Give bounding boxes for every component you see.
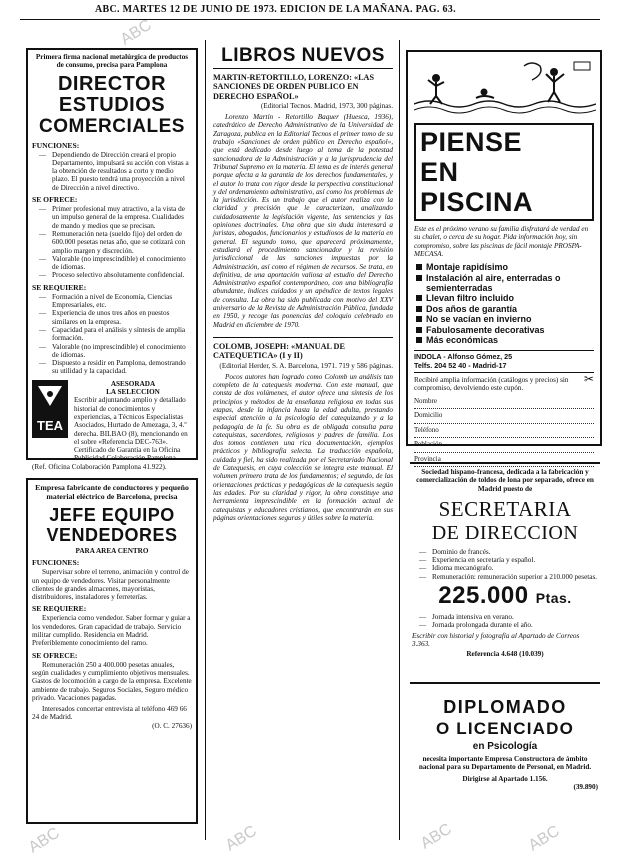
ad-piscina <box>406 50 602 463</box>
ad-jefe-equipo <box>26 478 198 824</box>
ofrece-label: SE OFRECE: <box>32 195 78 205</box>
list-item: — Remuneración neta (sueldo fijo) del orden de 600.000 pesetas netas año, que se cotizará con amplio margen y discreción. <box>52 230 192 255</box>
coupon-form <box>414 395 594 468</box>
book-1-review: Lorenzo Martín - Retortillo Baquer (Huesca, 1936), catedrático de Derecho Administrativo de la Universidad de Zaragoza, publica en la Editorial Tecnos el primer tomo de su trabajo «Sanciones de orden público en Derecho español», que está dedicado desde luego al tema de la potestad sancionadora de la Administración y a la jurisprudencia del Tribunal Supremo en la materia. El tema es de interés general porque afecta a la garantía de los derechos fundamentales, y el autor lo trata con rigor desde la perspectiva constitucional y del ordenamiento administrativo, así como los problemas de la jurisdicción. Es un trabajo que el autor realiza con la claridad y precisión que le caracterizan, analizando cuidadosamente la legislación vigente, las sentencias y las opiniones doctrinales. Una obra que sin duda interesará a juristas, abogados, funcionarios y estudiosos de la materia en general. El segundo tomo, que aparecerá próximamente, estudiará el procedimiento sancionador y la revisión jurisdiccional de las sanciones impuestas por la Administración, así como el régimen de recursos. Se trata, en definitiva, de una aportación valiosa al estudio del Derecho Administrativo español contemporáneo, con una bibliografía abundante, índices cuidados y un apéndice de textos legales de consulta. La obra ha sido publicada con motivo del XXV aniversario de la Revista de Administración Pública, fundada en 1950, y recoge las ponencias del coloquio celebrado en Madrid en diciembre de 1970. <box>213 113 393 329</box>
subject: en Psicología <box>472 741 538 752</box>
ofrece-text: Remuneración 250 a 400.000 pesetas anuales, según cualidades y cumplimiento objetivos mensuales. Gastos de locomoción a cargo de la empresa. Excelente ambiente de trabajo. Seguros Sociales, Seguro médico privado. Vacaciones pagadas. <box>32 660 192 702</box>
list-item: Llevan filtro incluido <box>426 293 594 303</box>
asesora-firm: LA SELECCION <box>106 388 160 397</box>
list-item: No se vacían en invierno <box>426 314 594 324</box>
ad-title-line-2: O LICENCIADO <box>435 719 575 738</box>
contact-text: Interesados concertar entrevista al teléfono 469 66 24 de Madrid. <box>32 705 187 722</box>
zone-label: PARA AREA CENTRO <box>75 547 149 555</box>
company-info <box>414 350 594 373</box>
company-phones: Telfs. 204 52 40 - Madrid-17 <box>414 360 507 370</box>
funciones-text: Supervisar sobre el terreno, animación y control de un equipo de vendedores. Visitar personalmente clientes de grandes almacenes, mayoristas, distribuidores, instaladores y ferreterías. <box>32 568 189 602</box>
funciones-label: FUNCIONES: <box>32 140 80 150</box>
ad-reference: (Ref. Oficina Colaboración Pamplona 41.922). <box>32 462 167 471</box>
coupon-field-nombre[interactable]: Nombre <box>414 395 594 410</box>
ad-director-estudios <box>26 48 198 471</box>
watermark: ABC <box>222 822 260 855</box>
list-item: — Jornada intensiva en verano. <box>432 613 598 621</box>
watermark: ABC <box>25 824 63 857</box>
list-item: — Remuneración: remuneración superior a 210.000 pesetas. <box>432 573 598 581</box>
book-1-publisher: (Editorial Tecnos. Madrid, 1973, 300 páginas. <box>260 101 393 110</box>
list-item: — Formación a nivel de Economía, Ciencias Empresariales, etc. <box>52 293 192 310</box>
ad-intro: Sociedad hispano-francesa, dedicada a la fabricación y comercialización de toldos de lona por separado, ofrece en Madrid puesto de <box>416 468 594 493</box>
list-item: — Idioma mecanógrafo. <box>432 564 598 572</box>
tea-logo-icon <box>32 380 68 438</box>
ad-diplomado <box>410 694 600 824</box>
list-item: Fabulosamente decorativas <box>426 325 594 335</box>
list-item: — Capacidad para el análisis y síntesis de amplia formación. <box>52 326 192 343</box>
section-title: LIBROS NUEVOS <box>213 44 393 69</box>
contact-text: Escribir adjuntando amplio y detallado historial de conocimientos y experiencias, a Técnicos Especialistas Asociados, Hurtado de Amezaga, 3, 4.º derecha. BILBAO (8), mencionando en el sobre «Referencia DEC-763». Certificado de Garantía en la Oficina Publicidad Colaboración Pamplona. <box>74 396 188 463</box>
salary-unit: Ptas. <box>535 590 572 607</box>
ad-intro: Primera firma nacional metalúrgica de productos de consumo, precisa para Pamplona <box>35 53 189 70</box>
company-name: INDOLA - Alfonso Gómez, 25 <box>414 352 513 362</box>
features-list <box>414 262 594 345</box>
ad-secretaria <box>410 462 600 684</box>
swimming-illustration <box>414 56 596 114</box>
ad-reference: Referencia 4.648 (10.039) <box>466 650 544 659</box>
coupon-intro: Recibiré amplia información (catálogos y precios) sin compromiso, devolviendo este cupón. <box>414 376 569 393</box>
watermark: ABC <box>525 822 563 855</box>
column-rule-2 <box>399 40 400 840</box>
ad-intro: Este es el próximo verano su familia disfrutará de verdad en su chalet, o cerca de su hogar. Pida información hoy, sin compromiso, sobre las piscinas de fácil montaje PROSPA-MECASA. <box>414 225 589 258</box>
book-1-title: MARTIN-RETORTILLO, LORENZO: «LAS SANCIONES DE ORDEN PUBLICO EN DERECHO ESPAÑOL» <box>213 73 375 101</box>
ofrece-label: SE OFRECE: <box>32 650 78 660</box>
list-item: — Dominio de francés. <box>432 548 598 556</box>
watermark: ABC <box>417 820 455 853</box>
coupon-field-poblacion[interactable]: Población <box>414 438 594 453</box>
requiere-list <box>32 293 192 376</box>
requiere-label: SE REQUIERE: <box>32 604 87 614</box>
running-head: ABC. MARTES 12 DE JUNIO DE 1973. EDICION DE LA MAÑANA. PAG. 63. <box>95 4 456 15</box>
coupon-field-telefono[interactable]: Teléfono <box>414 424 594 439</box>
funciones-list <box>32 151 192 192</box>
book-2-title: COLOMB, JOSEPH: «MANUAL DE CATEQUETICA» (I y II) <box>213 341 345 361</box>
list-item: — Experiencia de unos tres años en puestos similares en la empresa. <box>52 309 192 326</box>
ad-body: necesita importante Empresa Constructora de ámbito nacional para su Departamento de Personal, en Madrid. <box>418 755 592 772</box>
list-item: — Jornada prolongada durante el año. <box>432 621 598 629</box>
ad-title-line-1: JEFE EQUIPO <box>49 505 175 525</box>
requiere-text: Experiencia como vendedor. Saber formar y guiar a los vendedores. Gran capacidad de trabajo. Servicio militar cumplido. Residencia en Madrid. Preferiblemente conocimiento del ramo. <box>32 614 191 648</box>
requirements-list <box>412 548 598 581</box>
tea-logo-text: TEA <box>37 417 63 433</box>
ad-reference: (O. C. 27636) <box>152 721 192 730</box>
ofrece-list <box>32 205 192 280</box>
list-item: Instalación al aire, enterradas o semienterradas <box>426 273 594 294</box>
list-item: — Experiencia en secretaría y español. <box>432 556 598 564</box>
coupon-field-provincia[interactable]: Provincia <box>414 453 594 468</box>
ad-title-line-2: VENDEDORES <box>46 525 178 545</box>
watermark: ABC <box>117 16 155 49</box>
piscina-headline <box>414 123 594 221</box>
contact-text: Escribir con historial y fotografía al Apartado de Correos 3.363. <box>412 631 580 648</box>
asesora-block <box>32 380 192 463</box>
contact-text: Dirigirse al Apartado 1.156. <box>462 774 548 783</box>
list-item: — Valorable (no imprescindible) el conocimiento de idiomas. <box>52 343 192 360</box>
header-rule <box>20 19 600 20</box>
extras-list <box>412 613 598 630</box>
coupon-field-domicilio[interactable]: Domicilio <box>414 409 594 424</box>
ad-title-line-2: EN <box>420 157 459 187</box>
book-2-review: Pocos autores han logrado como Colomb un análisis tan completo de la catequesis moderna. Con este manual, que consta de dos volúmenes, el autor ofrece una síntesis de los principios y métodos de la enseñanza religiosa en todas sus etapas, desde la infancia hasta la edad adulta, prestando especial atención a la psicología del catequizando y a la pedagogía de la fe. Su obra es de obligada consulta para catequistas, sacerdotes, religiosos y padres de familia. Los dos tomos contienen una rica documentación, ejemplos prácticos y bibliografía selecta. La traducción española, cuidada y fiel, ha sido realizada por el Secretariado Nacional de Catequesis, en cuya colección se integra este manual. El volumen primero trata de los fundamentos; el segundo, de las orientaciones prácticas y pedagógicas de la catequesis según las edades. Por su claridad y rigor, la obra constituye una herramienta imprescindible en la formación actual de catequistas y educadores cristianos, que encontrarán en sus páginas orientaciones seguras y útiles sobre la materia. <box>213 372 393 522</box>
scissors-icon: ✂ <box>583 372 594 386</box>
list-item: — Dispuesto a residir en Pamplona, demostrando su utilidad y la capacidad. <box>52 359 192 376</box>
column-rule-1 <box>205 40 206 840</box>
ad-title-line-3: COMERCIALES <box>39 115 185 137</box>
ad-title-line-1: SECRETARIA <box>438 496 572 521</box>
list-item: — Proceso selectivo absolutamente confidencial. <box>52 271 192 279</box>
ad-title-line-1: DIRECTOR <box>57 72 167 95</box>
asesora-label: ASESORADA <box>110 379 156 388</box>
salary-amount <box>412 581 598 613</box>
ad-reference: (39.890) <box>573 782 598 791</box>
list-item: Dos años de garantía <box>426 304 594 314</box>
funciones-label: FUNCIONES: <box>32 558 80 568</box>
list-item: Montaje rapidísimo <box>426 262 594 272</box>
salary-value: 225.000 <box>438 582 529 610</box>
book-2 <box>213 337 393 522</box>
ad-title-line-2: DE DIRECCION <box>431 521 579 544</box>
ad-title-line-2: ESTUDIOS <box>58 93 166 116</box>
book-2-publisher: (Editorial Herder, S. A. Barcelona, 1971. 719 y 586 páginas. <box>219 361 393 370</box>
ad-title-line-1: DIPLOMADO <box>443 697 567 717</box>
list-item: Más económicas <box>426 335 594 345</box>
ad-title-line-3: PISCINA <box>420 187 534 217</box>
ad-intro: Empresa fabricante de conductores y pequeño material eléctrico de Barcelona, precisa <box>35 483 189 501</box>
list-item: — Primer profesional muy atractivo, a la vista de un impulso general de la empresa. Cualidades de mando y medios que se precisan. <box>52 205 192 230</box>
requiere-label: SE REQUIERE: <box>32 282 87 292</box>
tea-logo <box>32 380 70 463</box>
list-item: — Valorable (no imprescindible) el conocimiento de idiomas. <box>52 255 192 272</box>
ad-title-line-1: PIENSE <box>420 127 523 157</box>
list-item: — Dependiendo de Dirección creará el propio Departamento, impulsará su acción con vistas a la obtención de resultados a corto y medio plazo. El puesto tendrá una proyección a nivel de Dirección a nivel directivo. <box>52 151 192 192</box>
libros-nuevos-column <box>213 44 393 844</box>
